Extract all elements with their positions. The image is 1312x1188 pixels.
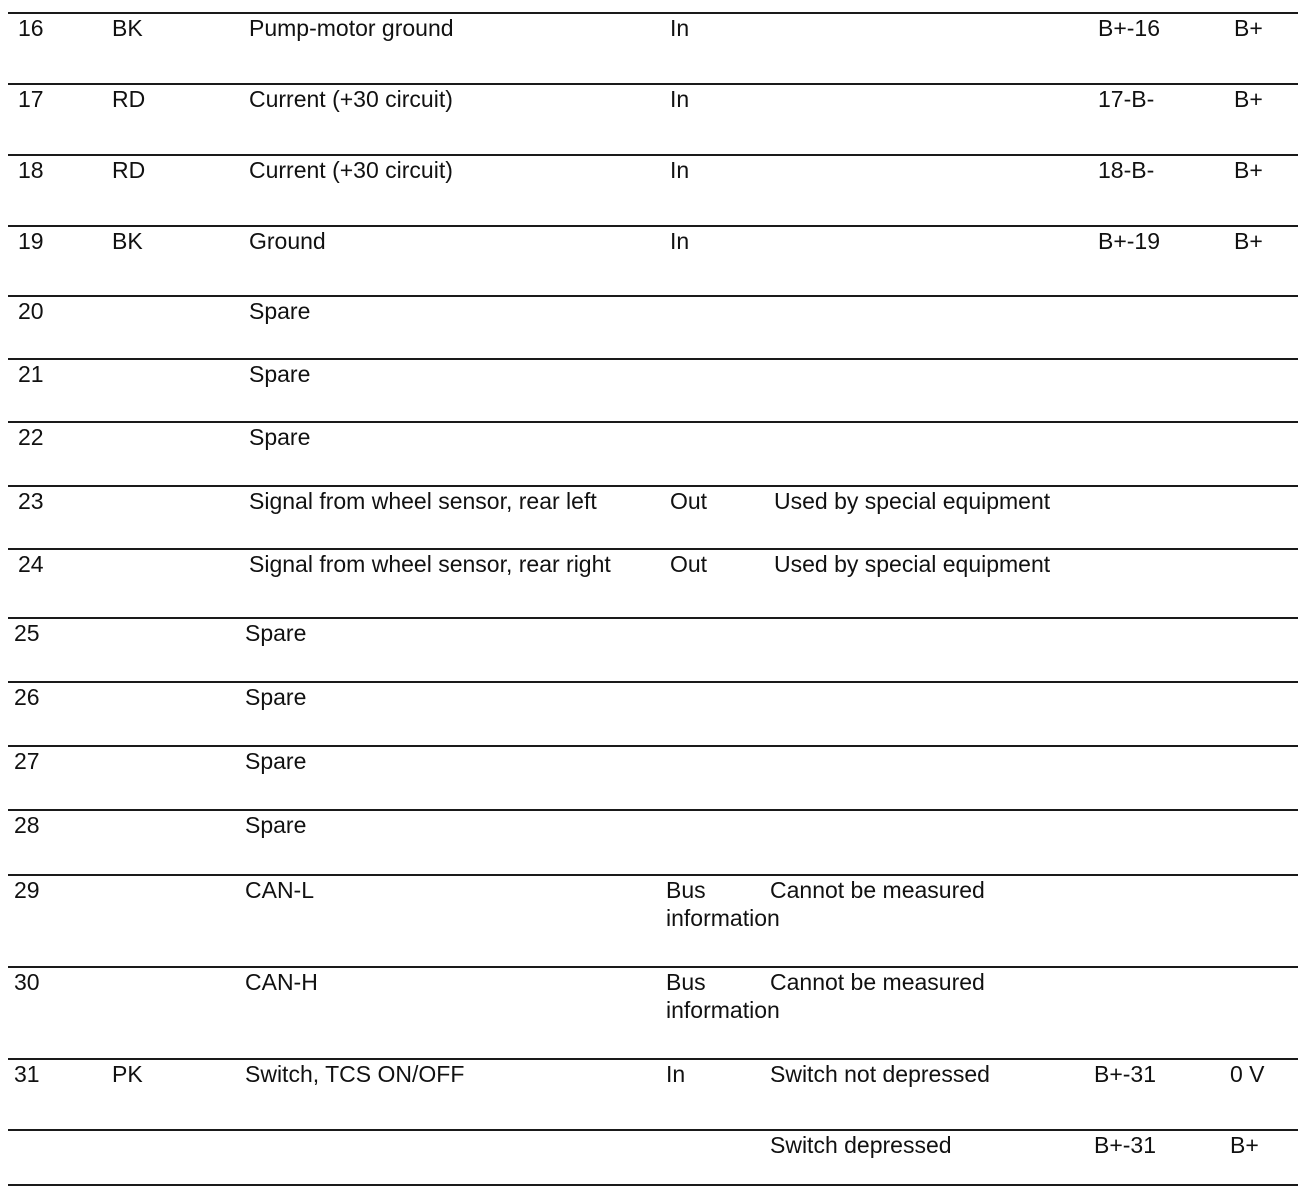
measure-between: B+-19	[1098, 228, 1161, 254]
pin-function: Spare	[249, 298, 311, 324]
pin-number: 27	[14, 748, 40, 774]
pin-function: Spare	[245, 620, 307, 646]
wire-color: BK	[112, 15, 143, 41]
wire-color: RD	[112, 86, 146, 112]
pin-number: 19	[18, 228, 44, 254]
pin-function: Signal from wheel sensor, rear right	[249, 551, 611, 577]
pin-number: 20	[18, 298, 44, 324]
pin-number: 25	[14, 620, 40, 646]
pin-number: 28	[14, 812, 40, 838]
test-condition: Cannot be measured	[770, 877, 985, 903]
wire-color: PK	[112, 1061, 143, 1087]
measure-between: B+-16	[1098, 15, 1161, 41]
row-divider	[8, 295, 1298, 297]
row-divider	[8, 966, 1298, 968]
pin-function: Spare	[245, 684, 307, 710]
measure-between: 17-B-	[1098, 86, 1155, 112]
pin-function: Switch, TCS ON/OFF	[245, 1061, 465, 1087]
pin-function: CAN-H	[245, 969, 318, 995]
pin-function: Ground	[249, 228, 326, 254]
row-divider	[8, 485, 1298, 487]
row-divider	[8, 745, 1298, 747]
nominal-value: B+	[1230, 1132, 1259, 1158]
measure-between: B+-31	[1094, 1132, 1157, 1158]
test-condition: Cannot be measured	[770, 969, 985, 995]
table-bottom-rule	[8, 1184, 1298, 1186]
test-condition: Used by special equipment	[774, 488, 1051, 514]
test-condition: Switch depressed	[770, 1132, 952, 1158]
pin-number: 29	[14, 877, 40, 903]
pin-function: Current (+30 circuit)	[249, 86, 453, 112]
pin-number: 23	[18, 488, 44, 514]
signal-direction: In	[666, 1061, 686, 1087]
pin-number: 30	[14, 969, 40, 995]
row-divider	[8, 617, 1298, 619]
pin-function: Spare	[245, 748, 307, 774]
measure-between: 18-B-	[1098, 157, 1155, 183]
pin-number: 21	[18, 361, 44, 387]
wire-color: RD	[112, 157, 146, 183]
test-condition: Used by special equipment	[774, 551, 1051, 577]
signal-direction: Out	[670, 488, 708, 514]
pin-function: Spare	[249, 361, 311, 387]
wire-color: BK	[112, 228, 143, 254]
nominal-value: B+	[1234, 15, 1263, 41]
pin-number: 24	[18, 551, 44, 577]
nominal-value: B+	[1234, 86, 1263, 112]
pin-function: Spare	[249, 424, 311, 450]
pin-number: 17	[18, 86, 44, 112]
row-divider	[8, 548, 1298, 550]
pin-function: Spare	[245, 812, 307, 838]
nominal-value: B+	[1234, 228, 1263, 254]
row-divider	[8, 681, 1298, 683]
signal-direction: Bus information	[666, 969, 780, 1023]
pin-function: Current (+30 circuit)	[249, 157, 453, 183]
pin-function: CAN-L	[245, 877, 315, 903]
measure-between: B+-31	[1094, 1061, 1157, 1087]
row-divider	[8, 358, 1298, 360]
pin-number: 16	[18, 15, 44, 41]
pin-function: Pump-motor ground	[249, 15, 454, 41]
row-divider	[8, 421, 1298, 423]
pin-function: Signal from wheel sensor, rear left	[249, 488, 597, 514]
signal-direction: In	[670, 228, 690, 254]
signal-direction: In	[670, 157, 690, 183]
signal-direction: Out	[670, 551, 708, 577]
signal-direction: Bus information	[666, 877, 780, 931]
row-divider	[8, 809, 1298, 811]
pin-number: 22	[18, 424, 44, 450]
row-divider	[8, 874, 1298, 876]
pin-number: 18	[18, 157, 44, 183]
nominal-value: 0 V	[1230, 1061, 1265, 1087]
pin-number: 26	[14, 684, 40, 710]
nominal-value: B+	[1234, 157, 1263, 183]
pin-number: 31	[14, 1061, 40, 1087]
signal-direction: In	[670, 86, 690, 112]
test-condition: Switch not depressed	[770, 1061, 990, 1087]
signal-direction: In	[670, 15, 690, 41]
